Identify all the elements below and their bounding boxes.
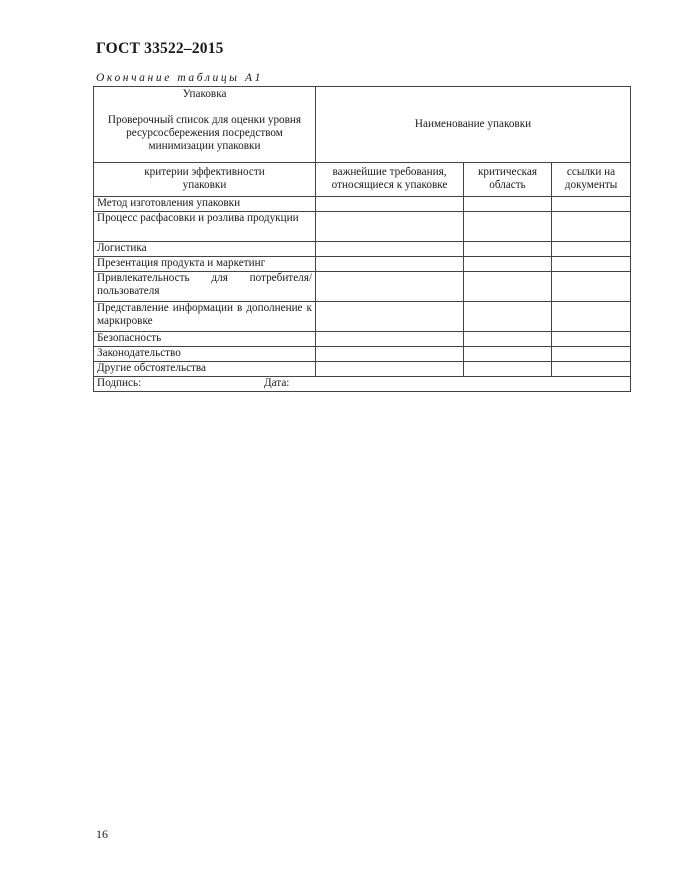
empty-cell (552, 347, 631, 362)
signature-row (94, 377, 631, 392)
table-row (94, 347, 631, 362)
empty-cell (552, 257, 631, 272)
packaging-checklist-table (93, 86, 631, 392)
header-checklist-text: Проверочный список для оценки уровня ресурсосбережения посредством минимизации упаковки (107, 114, 302, 152)
row-label: Логистика (94, 242, 316, 257)
empty-cell (464, 197, 552, 212)
empty-cell (552, 332, 631, 347)
empty-cell (316, 197, 464, 212)
empty-cell (316, 302, 464, 332)
row-label: Привлекательность для потребителя/пользователя (94, 272, 316, 302)
row-label: Другие обстоятельства (94, 362, 316, 377)
empty-cell (552, 362, 631, 377)
empty-cell (464, 347, 552, 362)
table-header-row-1 (94, 87, 631, 163)
empty-cell (552, 272, 631, 302)
table-row (94, 362, 631, 377)
empty-cell (464, 212, 552, 242)
header-critical-area-col: критическая область (464, 163, 552, 197)
page-number: 16 (96, 827, 108, 841)
table-caption: Окончание таблицы А1 (96, 72, 264, 84)
empty-cell (464, 362, 552, 377)
empty-cell (464, 332, 552, 347)
empty-cell (316, 212, 464, 242)
empty-cell (464, 257, 552, 272)
table-row (94, 197, 631, 212)
header-packaging-cell (94, 87, 316, 163)
date-label: Дата: (264, 377, 290, 389)
row-label: Представление информации в дополнение к маркировке (94, 302, 316, 332)
table-row (94, 242, 631, 257)
header-references-col: ссылки на документы (552, 163, 631, 197)
header-criteria-col: критерии эффективности упаковки (94, 163, 316, 197)
row-label: Процесс расфасовки и розлива продукции (94, 212, 316, 242)
header-requirements-col: важнейшие требования, относящиеся к упаковке (316, 163, 464, 197)
empty-cell (316, 347, 464, 362)
empty-cell (316, 242, 464, 257)
table-header-row-2 (94, 163, 631, 197)
table-row (94, 302, 631, 332)
table-row (94, 332, 631, 347)
row-label: Метод изготовления упаковки (94, 197, 316, 212)
document-header: ГОСТ 33522–2015 (96, 40, 224, 57)
row-label: Законодательство (94, 347, 316, 362)
signature-cell (94, 377, 631, 392)
empty-cell (552, 242, 631, 257)
empty-cell (316, 272, 464, 302)
empty-cell (552, 302, 631, 332)
empty-cell (552, 212, 631, 242)
empty-cell (316, 362, 464, 377)
row-label: Безопасность (94, 332, 316, 347)
signature-label: Подпись: (97, 377, 142, 389)
table-row (94, 257, 631, 272)
empty-cell (464, 242, 552, 257)
table-row (94, 212, 631, 242)
empty-cell (316, 332, 464, 347)
row-label: Презентация продукта и маркетинг (94, 257, 316, 272)
table-row (94, 272, 631, 302)
empty-cell (552, 197, 631, 212)
empty-cell (464, 272, 552, 302)
header-packaging-title: Упаковка (182, 88, 227, 100)
header-packaging-name: Наименование упаковки (316, 87, 631, 163)
empty-cell (316, 257, 464, 272)
empty-cell (464, 302, 552, 332)
